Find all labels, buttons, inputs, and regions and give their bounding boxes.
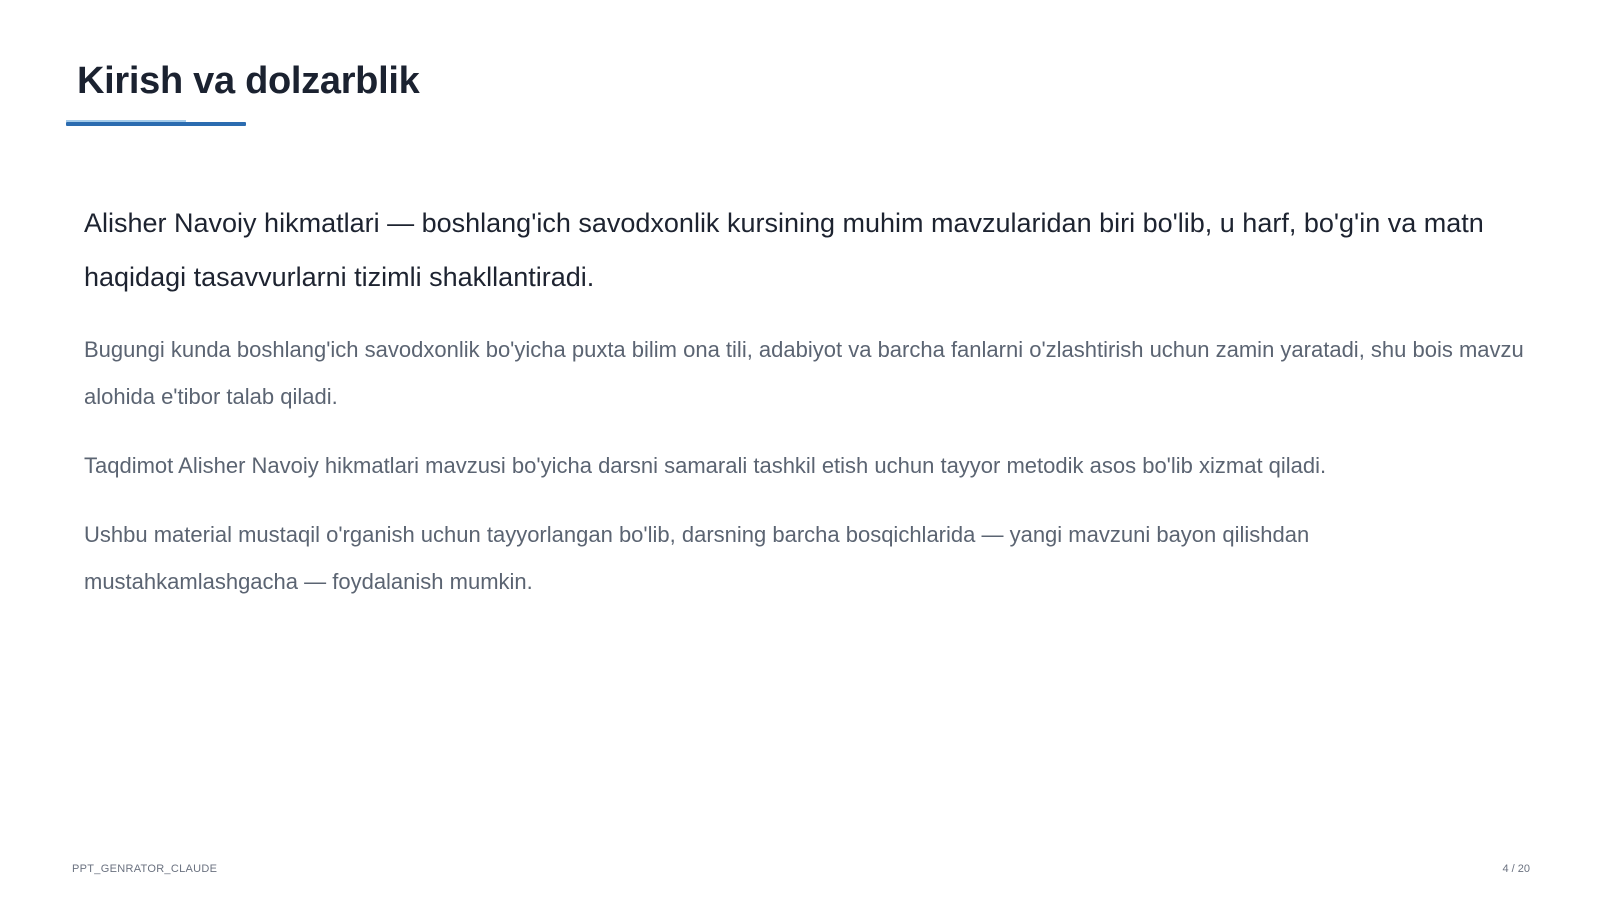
title-underline xyxy=(66,122,246,126)
slide-content xyxy=(84,196,1524,627)
body-paragraph-2: Taqdimot Alisher Navoiy hikmatlari mavzusi bo'yicha darsni samarali tashkil etish uchun tayyor metodik asos bo'lib xizmat qiladi. xyxy=(84,453,1327,478)
slide-title: Kirish va dolzarblik xyxy=(77,60,420,102)
lead-paragraph: Alisher Navoiy hikmatlari — boshlang'ich savodxonlik kursining muhim mavzularidan biri bo'lib, u harf, bo'g'in va matn haqidagi tasavvurlarni tizimli shakllantiradi. xyxy=(84,208,1484,292)
body-paragraph-1: Bugungi kunda boshlang'ich savodxonlik bo'yicha puxta bilim ona tili, adabiyot va barcha fanlarni o'zlashtirish uchun zamin yaratadi, shu bois mavzu alohida e'tibor talab qiladi. xyxy=(84,337,1524,409)
body-paragraph-3: Ushbu material mustaqil o'rganish uchun tayyorlangan bo'lib, darsning barcha bosqichlarida — yangi mavzuni bayon qilishdan mustahkamlashgacha — foydalanish mumkin. xyxy=(84,522,1310,594)
title-underline-accent xyxy=(66,120,186,122)
page-number: 4 / 20 xyxy=(1502,863,1530,875)
footer-brand: PPT_GENRATOR_CLAUDE xyxy=(72,863,218,875)
